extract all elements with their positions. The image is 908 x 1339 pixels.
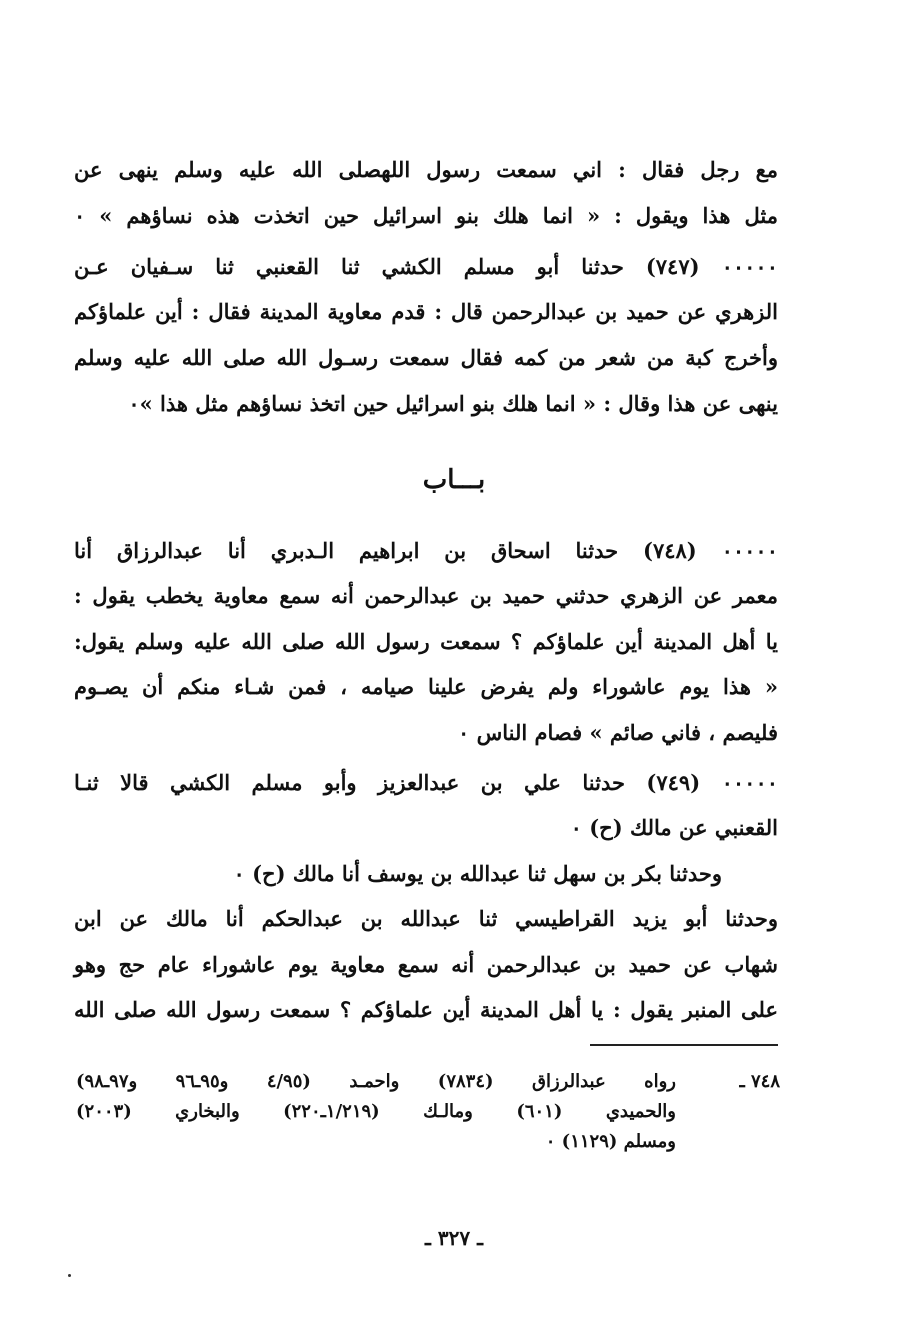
text-line: ٠٠٠٠٠ (٧٤٨) حدثنا اسحاق بن ابراهيم الـدبري أنا عبدالرزاق أنا	[74, 538, 778, 563]
text-line: الزهري عن حميد بن عبدالرحمن قال : قدم معاوية المدينة فقال : أين علماؤكم	[74, 299, 778, 324]
footnote-line: رواه عبدالرزاق (٧٨٣٤) واحمـد (٤/٩٥ و٩٥ـ٩٦ و٩٧ـ٩٨)	[76, 1071, 676, 1092]
text-line: مع رجل فقال : اني سمعت رسول اللهصلى الله عليه وسلم ينهى عن	[74, 157, 778, 182]
text-line: ينهى عن هذا وقال : « انما هلك بنو اسرائيل حين اتخذ نساؤهم مثل هذا »٠	[128, 391, 778, 416]
section-heading: بـــاب	[422, 465, 486, 495]
text-line: « هذا يوم عاشوراء ولم يفرض علينا صيامه ، فمن شـاء منكم أن يصـوم	[74, 674, 778, 699]
text-line: وحدثنا أبو يزيد القراطيسي ثنا عبدالله بن عبدالحكم أنا مالك عن ابن	[74, 906, 778, 931]
text-line: ٠٠٠٠٠ (٧٤٩) حدثنا علي بن عبدالعزيز وأبو مسلم الكشي قالا ثنـا	[74, 770, 779, 795]
text-line: وأخرج كبة من شعر من كمه فقال سمعت رسـول الله صلى الله عليه وسلم	[74, 345, 778, 370]
page-number: ـ ٣٢٧ ـ	[425, 1226, 483, 1250]
text-line: على المنبر يقول : يا أهل المدينة أين علماؤكم ؟ سمعت رسول الله صلى الله	[74, 997, 778, 1022]
footnote-rule	[590, 1044, 778, 1046]
footnote-line: والحميدي (٦٠١) ومالـك (١/٢١٩ـ٢٢٠) والبخاري (٢٠٠٣)	[76, 1101, 676, 1122]
text-line: شهاب عن حميد بن عبدالرحمن أنه سمع معاوية يوم عاشوراء عام حج وهو	[74, 952, 778, 977]
text-line: وحدثنا بكر بن سهل ثنا عبدالله بن يوسف أنا مالك (ح) ٠	[233, 861, 722, 886]
text-line: فليصم ، فاني صائم » فصام الناس ٠	[458, 720, 778, 745]
text-line: يا أهل المدينة أين علماؤكم ؟ سمعت رسول الله صلى الله عليه وسلم يقول:	[74, 629, 778, 654]
footnote-number: ٧٤٨ ـ	[739, 1071, 780, 1092]
footnote-line: ومسلم (١١٢٩) ٠	[545, 1131, 676, 1152]
scan-speck	[68, 1274, 71, 1277]
text-line: مثل هذا ويقول : « انما هلك بنو اسرائيل حين اتخذت هذه نساؤهم » ٠	[74, 203, 778, 228]
text-line: القعنبي عن مالك (ح) ٠	[570, 815, 778, 840]
text-line: معمر عن الزهري حدثني حميد بن عبدالرحمن أنه سمع معاوية يخطب يقول :	[74, 583, 778, 608]
text-line: ٠٠٠٠٠ (٧٤٧) حدثنا أبو مسلم الكشي ثنا القعنبي ثنا سـفيان عـن	[74, 254, 778, 279]
